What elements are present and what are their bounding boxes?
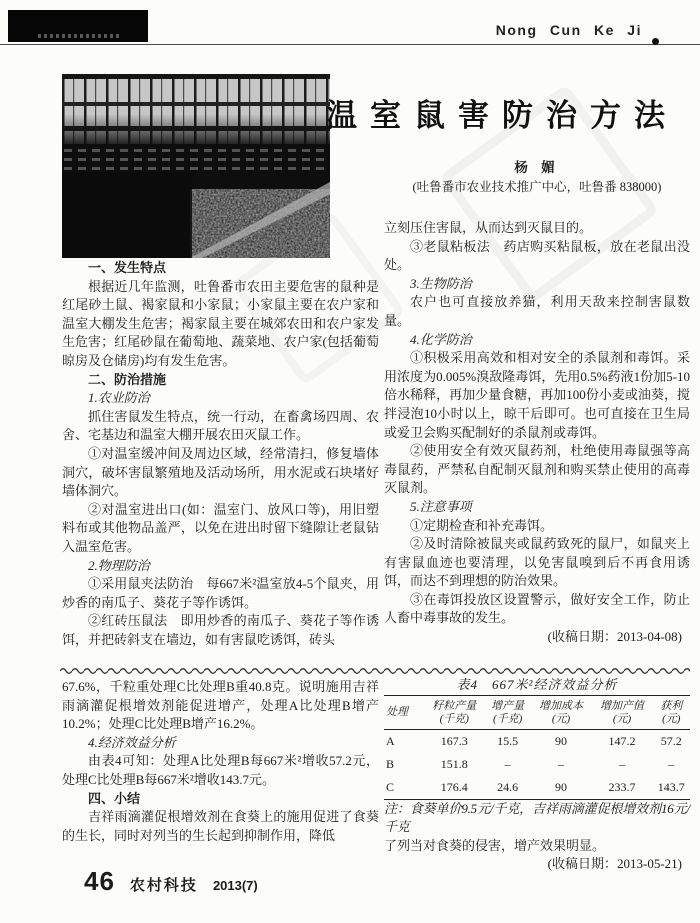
column-header: 增加成本 (元) — [531, 695, 592, 729]
column-header: 增产量 (千克) — [485, 695, 531, 729]
table-row: A 167.3 15.5 90 147.2 57.2 — [386, 733, 682, 748]
masthead-fineprint — [38, 34, 122, 38]
paragraph: ①定期检查和补充毒饵。 — [410, 517, 554, 533]
article2-left-column — [62, 678, 379, 845]
paragraph: 根据近几年监测，吐鲁番市农田主要危害的鼠种是红尾砂土鼠、褐家鼠和小家鼠；小家鼠主要在农户家和温室大棚发生危害；褐家鼠主要在城郊农田和农户家发生危害；红尾砂鼠在葡萄地、蔬菜地、农户家(包括葡萄晾房及仓储房)均有发生危害。 — [62, 278, 379, 368]
header-bullet-dot — [652, 38, 659, 45]
paragraph: ②对温室进出口(如：温室门、放风口等)，用旧塑料布或其他物品盖严，以免在进出时留下缝隙让老鼠钻入温室危害。 — [62, 501, 379, 554]
paragraph: ②红砖压鼠法 即用炒香的南瓜子、葵花子等作诱饵，并把砖斜支在墙边，如有害鼠吃诱饵，砖头 — [62, 613, 379, 647]
column-header: 籽粒产量 (千克) — [424, 695, 485, 729]
sub-heading: 5.注意事项 — [410, 498, 472, 514]
paragraph: 67.6%，千粒重处理C比处理B重40.8克。说明施用吉祥雨滴灌促根增效剂能促进增产，处理A比处理B增产10.2%；处理C比处理B增产16.2%。 — [62, 679, 379, 732]
paragraph: ①采用鼠夹法防治 每667米²温室放4-5个鼠夹，用炒香的南瓜子、葵花子等作诱饵。 — [62, 576, 379, 610]
table-row: B 151.8 – – – – — [386, 756, 675, 771]
column-header: 获利 (元) — [653, 695, 690, 729]
sub-heading: 4.经济效益分析 — [88, 734, 176, 750]
paragraph: ①对温室缓冲间及周边区域，经常清扫，修复墙体洞穴，破坏害鼠繁殖地及活动场所，用水泥或石块堵好墙体洞穴。 — [62, 445, 379, 499]
economic-benefit-table — [384, 695, 690, 800]
table-title: 表4 667米²经济效益分析 — [456, 677, 618, 692]
paragraph: ③在毒饵投放区设置警示，做好安全工作，防止人畜中毒事故的发生。 — [384, 591, 690, 626]
section-heading: 一、发生特点 — [88, 260, 167, 275]
sub-heading: 2.物理防治 — [88, 557, 150, 573]
article-title: 温室鼠害防治方法 — [326, 98, 678, 133]
paragraph: ③老鼠粘板法 药店购买粘鼠板，放在老鼠出没处。 — [384, 238, 690, 273]
header-rule — [0, 44, 700, 45]
table-row: C 176.4 24.6 90 233.7 143.7 — [386, 779, 685, 794]
paragraph: 抓住害鼠发生特点，统一行动，在畜禽场四周、农舍、宅基边和温室大棚开展农田灭鼠工作。 — [62, 408, 379, 443]
greenhouse-photo-graphic — [62, 74, 330, 258]
journal-name: 农村科技 — [129, 877, 198, 894]
paragraph: 了列当对食葵的侵害，增产效果明显。 — [384, 837, 606, 853]
article2-right-column — [384, 676, 690, 874]
paragraph: ②使用安全有效灭鼠药剂，杜绝使用毒鼠强等高毒鼠药，严禁私自配制灭鼠剂和购买禁止使用的高毒灭鼠剂。 — [384, 443, 690, 496]
article-divider — [60, 661, 690, 670]
table-header-row — [384, 695, 690, 729]
paragraph: 农户也可直接放养猫，利用天敌来控制害鼠数量。 — [384, 294, 690, 328]
table-note: 注：食葵单价9.5元/千克，吉祥雨滴灌促根增效剂16元/千克 — [384, 800, 690, 835]
received-date: (收稿日期：2013-05-21) — [547, 856, 682, 872]
section-heading: 四、小结 — [88, 790, 141, 806]
sub-heading: 3.生物防治 — [410, 275, 472, 291]
masthead-logo — [8, 10, 148, 42]
author-name: 杨 媚 — [514, 160, 560, 175]
article1-left-column — [62, 259, 379, 649]
paragraph: 吉祥雨滴灌促根增效剂在食葵上的施用促进了食葵的生长，同时对列当的生长起到抑制作用，降低 — [62, 809, 379, 843]
paragraph: ②及时清除被鼠夹或鼠药致死的鼠尸，如鼠夹上有害鼠血迹也要清理，以免害鼠嗅到后不再食用诱饵，而达不到理想的防治效果。 — [384, 536, 690, 589]
author-affiliation: (吐鲁番市农业技术推广中心，吐鲁番 838000) — [412, 180, 662, 194]
received-date: (收稿日期：2013-04-08) — [547, 629, 682, 645]
paragraph: 由表4可知：处理A比处理B每667米²增收57.2元，处理C比处理B每667米²增收143.7元。 — [62, 753, 379, 787]
column-header: 增加产值 (元) — [592, 695, 653, 729]
journal-pinyin-title: Nong Cun Ke Ji — [495, 22, 642, 38]
paragraph: 立刻压住害鼠，从而达到灭鼠目的。 — [384, 220, 593, 235]
page-footer — [84, 866, 258, 897]
article1-right-column — [384, 219, 690, 647]
sub-heading: 1.农业防治 — [88, 390, 150, 406]
issue-number: 2013(7) — [212, 878, 258, 893]
sub-heading: 4.化学防治 — [410, 331, 472, 347]
greenhouse-photo — [62, 74, 330, 258]
column-header: 处理 — [384, 695, 424, 729]
section-heading: 二、防治措施 — [88, 371, 167, 387]
page-number: 46 — [84, 866, 115, 896]
paragraph: ①积极采用高效和相对安全的杀鼠剂和毒饵。采用浓度为0.005%溴敌隆毒饵，先用0.5%药液1份加5-10倍水稀释，再加少量食糖，再加100份小麦或油葵，搅拌浸泡10小时以上，晾干后即可。也可直接在卫生局或爱卫会购买配制好的杀鼠剂或毒饵。 — [384, 350, 690, 440]
